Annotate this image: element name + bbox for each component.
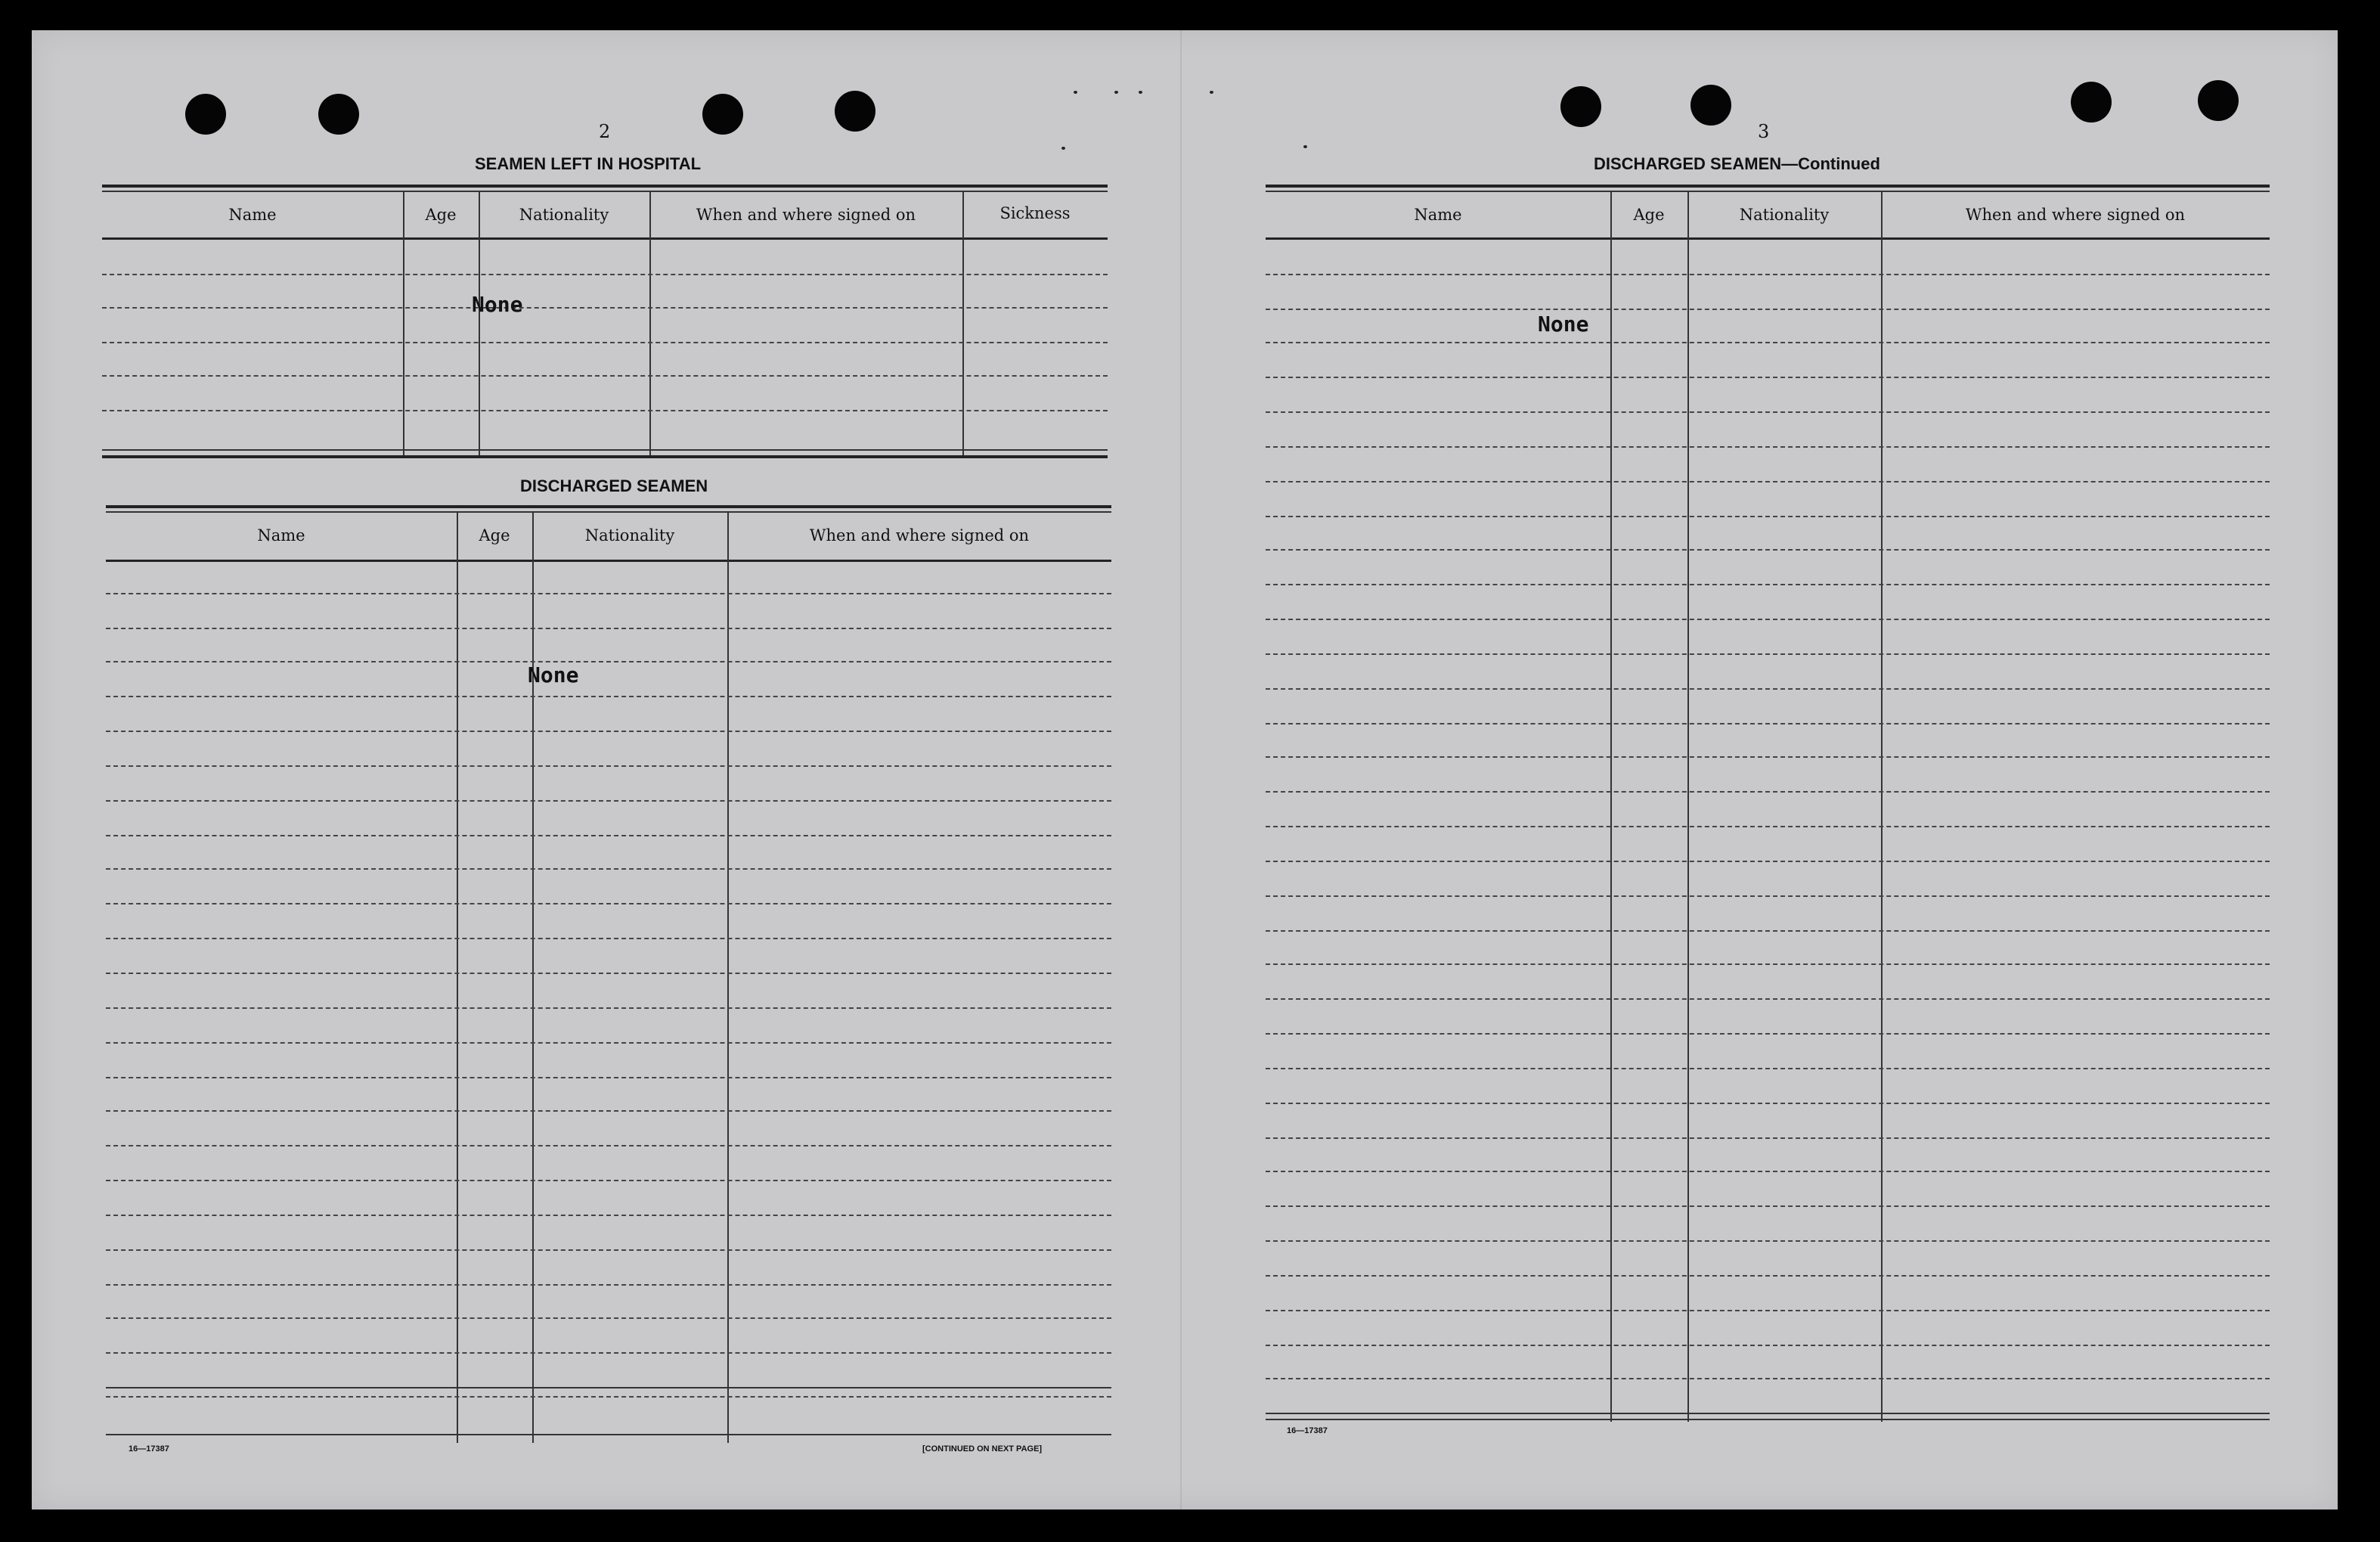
- column-header: Name: [257, 526, 305, 545]
- ink-speck: [1061, 147, 1065, 150]
- column-header: Sickness: [999, 204, 1071, 222]
- section-title: DISCHARGED SEAMEN: [520, 476, 708, 495]
- form-number: 16—17387: [129, 1444, 169, 1454]
- column-header: Nationality: [519, 206, 609, 224]
- column-header: Name: [1414, 206, 1462, 224]
- ink-speck: [1114, 91, 1118, 94]
- punch-hole: [318, 94, 359, 135]
- punch-hole: [1690, 85, 1731, 126]
- discharged-continued-table: [1266, 185, 2270, 1422]
- ink-speck: [1303, 145, 1307, 148]
- punch-hole: [2198, 80, 2239, 121]
- column-header: Age: [1633, 206, 1665, 224]
- typed-entry: None: [1538, 312, 1589, 337]
- section-title: [1594, 154, 1880, 174]
- typed-entry: None: [472, 292, 523, 317]
- section-title-suffix: —Continued: [1781, 154, 1880, 173]
- discharged-table: [106, 505, 1111, 1443]
- column-header: When and where signed on: [696, 206, 916, 224]
- ink-speck: [1139, 91, 1142, 94]
- page-number: 3: [1758, 121, 1770, 142]
- column-header: When and where signed on: [1965, 206, 2186, 224]
- center-fold: [1180, 30, 1182, 1509]
- punch-hole: [185, 94, 226, 135]
- hospital-table: [102, 185, 1108, 458]
- column-header: Age: [425, 206, 457, 224]
- column-header: Nationality: [584, 526, 675, 545]
- punch-hole: [702, 94, 743, 135]
- column-header: Name: [228, 206, 277, 224]
- column-header: Nationality: [1739, 206, 1830, 224]
- form-number: 16—17387: [1287, 1426, 1328, 1435]
- punch-hole: [2071, 82, 2112, 123]
- column-header: Age: [479, 526, 510, 545]
- punch-hole: [1560, 86, 1601, 127]
- punch-hole: [835, 91, 875, 132]
- section-title: SEAMEN LEFT IN HOSPITAL: [475, 154, 702, 173]
- page-number: 2: [599, 121, 611, 142]
- column-header: When and where signed on: [809, 526, 1030, 545]
- section-title-main: DISCHARGED SEAMEN: [1594, 154, 1782, 173]
- ink-speck: [1074, 91, 1077, 94]
- typed-entry: None: [528, 662, 579, 687]
- continued-note: [CONTINUED ON NEXT PAGE]: [922, 1444, 1043, 1454]
- ink-speck: [1210, 91, 1213, 94]
